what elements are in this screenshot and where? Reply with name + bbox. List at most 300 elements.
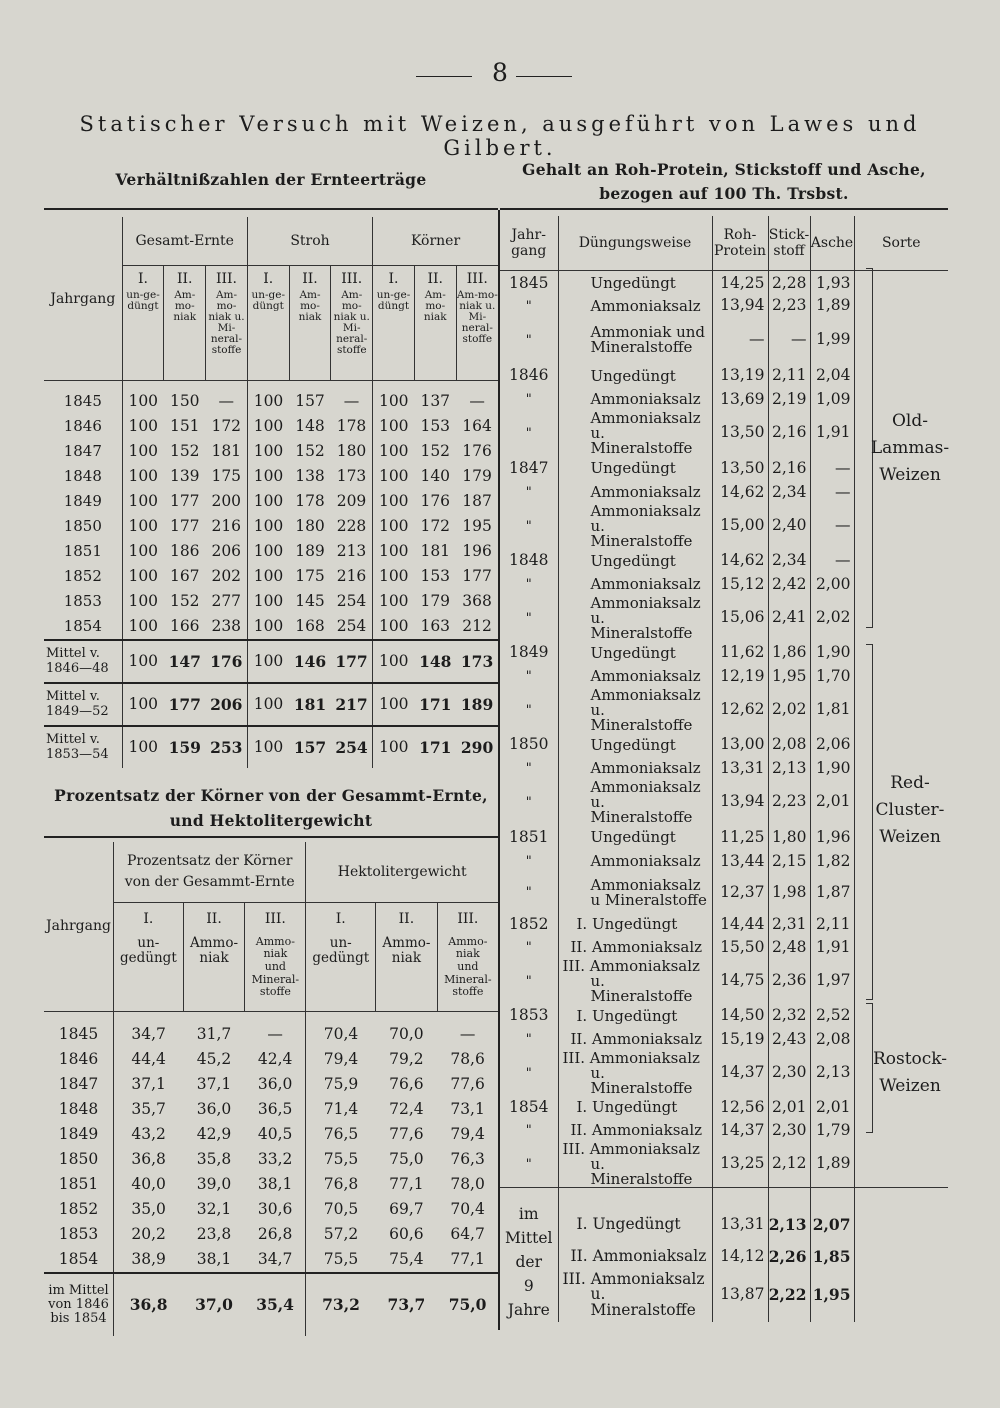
- year-cell: ": [500, 1120, 558, 1142]
- value-cell: 75,4: [389, 1249, 424, 1268]
- value-cell: 70,4: [450, 1199, 485, 1218]
- table-row: [500, 688, 948, 733]
- table-row: [44, 489, 498, 514]
- year-cell: ": [500, 666, 558, 688]
- sub-header-0-1: [164, 266, 206, 381]
- fertilizer-line: u. Mineralstoffe: [590, 971, 693, 1005]
- value-cell: 60,6: [389, 1224, 424, 1243]
- fertilizer-line: II. Ammoniaksalz: [570, 1030, 703, 1048]
- mean-label-line: von 1846: [48, 1296, 109, 1312]
- value-cell: 35,7: [131, 1099, 166, 1118]
- value-cell: 254: [331, 589, 373, 614]
- mean-label-line: 9: [523, 1276, 534, 1295]
- year-cell: 1849: [44, 489, 122, 514]
- value-cell: 187: [462, 491, 492, 510]
- mean-label-cell: [44, 726, 122, 768]
- sub-header-desc: Am-mo-niak u. Mi-neral-stoffe: [456, 289, 498, 346]
- nitrogen-cell: 2,19: [768, 389, 810, 411]
- protein-cell: 14,12: [712, 1244, 768, 1269]
- ash-cell: —: [810, 456, 854, 482]
- nitrogen-cell: —: [768, 317, 810, 364]
- header-asche: Asche: [810, 216, 854, 271]
- table-row: [44, 614, 498, 640]
- sub-header-roman: I.: [263, 271, 274, 287]
- fertilizer-line: III. Ammoniaksalz: [562, 1048, 700, 1067]
- ash-cell: 1,90: [810, 641, 854, 666]
- value-cell: 166: [169, 616, 200, 635]
- fertilizer-cell: [558, 956, 712, 1005]
- mean-value-cell: 100: [247, 683, 289, 726]
- table-row: [500, 1120, 948, 1142]
- fertilizer-line: Ammoniaksalz: [590, 852, 701, 870]
- fertilizer-line: II. Ammoniaksalz: [570, 938, 703, 956]
- ash-cell: 1,91: [810, 411, 854, 456]
- fertilizer-line: u. Mineralstoffe: [590, 700, 693, 734]
- mean-value-cell: 100: [247, 640, 289, 683]
- sub-header-desc: un-gedüngt: [120, 934, 177, 967]
- fertilizer-cell: [558, 1187, 712, 1244]
- protein-cell: 14,62: [712, 482, 768, 504]
- sub-header-2-2: [456, 266, 498, 381]
- sub-header-desc: Am-mo-niak: [298, 289, 322, 324]
- nitrogen-cell: 2,26: [768, 1244, 810, 1269]
- year-cell: ": [500, 688, 558, 733]
- value-cell: 216: [206, 514, 248, 539]
- value-cell: 179: [462, 466, 492, 485]
- sub-header-desc: Am-mo-niak: [173, 289, 197, 324]
- fertilizer-cell: [558, 666, 712, 688]
- table-row: [44, 1222, 498, 1247]
- sub-header-roman: I.: [143, 911, 154, 927]
- protein-cell: 11,62: [712, 641, 768, 666]
- fertilizer-cell: [558, 1004, 712, 1029]
- mean-value-cell: 73,2: [306, 1273, 376, 1336]
- value-cell: 100: [253, 566, 284, 585]
- table2-title-line2: und Hektolitergewicht: [169, 810, 373, 830]
- mean-value-cell: 147: [164, 640, 206, 683]
- ash-cell: 1,09: [810, 389, 854, 411]
- year-cell: ": [500, 758, 558, 780]
- table-row: [500, 364, 948, 389]
- protein-cell: 13,31: [712, 758, 768, 780]
- fertilizer-cell: [558, 851, 712, 873]
- value-cell: 177: [169, 516, 200, 535]
- nitrogen-cell: 2,16: [768, 456, 810, 482]
- value-cell: 212: [462, 616, 492, 635]
- value-cell: 175: [295, 566, 325, 585]
- value-cell: 100: [253, 466, 284, 485]
- value-cell: 164: [462, 416, 492, 435]
- nitrogen-cell: 2,23: [768, 780, 810, 825]
- value-cell: 40,0: [131, 1174, 166, 1193]
- table-row: [44, 1072, 498, 1097]
- ash-cell: 1,82: [810, 851, 854, 873]
- value-cell: 26,8: [245, 1222, 306, 1247]
- value-cell: 100: [253, 416, 284, 435]
- sorte-label-line: Rostock-: [872, 1049, 948, 1069]
- table-row: [44, 1197, 498, 1222]
- protein-cell: 15,50: [712, 937, 768, 959]
- value-cell: —: [331, 381, 373, 415]
- fertilizer-line: u. Mineralstoffe: [590, 1154, 693, 1188]
- fertilizer-line: Ungedüngt: [590, 643, 676, 662]
- value-cell: 100: [378, 566, 409, 585]
- value-cell: 209: [331, 489, 373, 514]
- sorte-label-line: Weizen: [879, 1076, 941, 1097]
- fertilizer-line: III. Ammoniaksalz: [562, 1139, 700, 1158]
- value-cell: 150: [169, 391, 200, 410]
- protein-cell: 13,50: [712, 456, 768, 482]
- table-row: [500, 1142, 948, 1188]
- ash-cell: 1,95: [810, 1269, 854, 1322]
- ash-cell: —: [810, 549, 854, 574]
- sub-header-0-2: [206, 266, 248, 381]
- value-cell: 202: [206, 564, 248, 589]
- value-cell: 172: [206, 414, 248, 439]
- protein-cell: 15,12: [712, 574, 768, 596]
- fertilizer-cell: [558, 317, 712, 364]
- value-cell: 77,1: [389, 1174, 424, 1193]
- year-cell: 1852: [44, 564, 122, 589]
- protein-cell: 12,19: [712, 666, 768, 688]
- header-duengung: Düngungsweise: [558, 216, 712, 271]
- mean-value-cell: 100: [122, 726, 164, 768]
- value-cell: 70,4: [323, 1024, 359, 1043]
- fertilizer-cell: [558, 296, 712, 317]
- group-header-2: Körner: [373, 217, 498, 266]
- nitrogen-cell: 2,02: [768, 688, 810, 733]
- protein-cell: 15,06: [712, 596, 768, 641]
- table-row: [500, 317, 948, 364]
- nitrogen-cell: 2,11: [768, 364, 810, 389]
- fertilizer-line: u. Mineralstoffe: [590, 516, 693, 550]
- value-cell: 100: [128, 391, 159, 410]
- value-cell: 100: [378, 616, 409, 635]
- nitrogen-cell: 2,30: [768, 1051, 810, 1096]
- year-cell: 1847: [44, 1072, 114, 1097]
- value-cell: 200: [206, 489, 248, 514]
- value-cell: 152: [169, 441, 200, 460]
- table-row: [44, 464, 498, 489]
- protein-cell: 13,87: [712, 1269, 768, 1322]
- value-cell: 100: [378, 516, 409, 535]
- sub-header-0-0: [122, 266, 164, 381]
- value-cell: 77,1: [450, 1249, 485, 1268]
- sub-header-roman: II.: [176, 271, 193, 287]
- sorte-label-line: Cluster-: [875, 800, 945, 821]
- value-cell: 100: [253, 491, 284, 510]
- year-cell: ": [500, 780, 558, 825]
- mean-label-line: im: [518, 1204, 539, 1223]
- value-cell: 172: [420, 516, 451, 535]
- sorte-cell: [854, 1142, 948, 1188]
- value-cell: 100: [378, 441, 409, 460]
- value-cell: 100: [253, 616, 284, 635]
- mean-value-cell: 36,8: [114, 1273, 184, 1336]
- fertilizer-cell: [558, 825, 712, 851]
- year-cell: 1853: [500, 1004, 558, 1029]
- fertilizer-line: Ammoniaksalz: [590, 777, 701, 796]
- fertilizer-line: Ammoniaksalz: [590, 408, 701, 427]
- mean-label-cell: [500, 1187, 558, 1322]
- value-cell: 196: [462, 541, 492, 560]
- nitrogen-cell: 2,01: [768, 1096, 810, 1120]
- year-cell: ": [500, 389, 558, 411]
- fertilizer-cell: [558, 456, 712, 482]
- value-cell: 45,2: [196, 1049, 232, 1068]
- fertilizer-line: II. Ammoniaksalz: [570, 1121, 703, 1139]
- value-cell: 78,6: [450, 1049, 485, 1068]
- value-cell: 71,4: [323, 1099, 359, 1118]
- table2-top-rule: [44, 836, 498, 838]
- value-cell: 72,4: [389, 1099, 424, 1118]
- value-cell: 140: [420, 466, 451, 485]
- sub-header-desc: Am-mo-niak: [423, 289, 447, 324]
- table-row: [500, 959, 948, 1004]
- table-row: [44, 1122, 498, 1147]
- value-cell: 137: [420, 391, 451, 410]
- value-cell: 178: [295, 491, 325, 510]
- header-sorte: Sorte: [854, 216, 948, 271]
- page-number-rule-right: [516, 76, 572, 77]
- sub-header-roman: I.: [138, 271, 148, 287]
- value-cell: 23,8: [196, 1224, 232, 1243]
- value-cell: 70,5: [323, 1199, 359, 1218]
- table-row: [500, 271, 948, 296]
- year-cell: 1848: [44, 1097, 114, 1122]
- table-row: [500, 504, 948, 549]
- value-cell: 100: [128, 416, 159, 435]
- sub-header-roman: III.: [264, 911, 286, 927]
- ash-cell: 1,97: [810, 959, 854, 1004]
- fertilizer-line: u Mineralstoffe: [590, 890, 707, 909]
- year-cell: 1847: [44, 439, 122, 464]
- mean-row: [500, 1187, 948, 1244]
- value-cell: 64,7: [450, 1224, 485, 1243]
- year-cell: 1853: [44, 589, 122, 614]
- value-cell: 100: [378, 466, 409, 485]
- sub-header-1-2: [437, 903, 498, 1012]
- fertilizer-cell: [558, 408, 712, 457]
- sub-header-desc: Ammo-niak: [382, 934, 431, 967]
- mean-label-cell: [44, 683, 122, 726]
- mean-value-cell: 73,7: [376, 1273, 438, 1336]
- year-cell: 1848: [44, 464, 122, 489]
- mean-label-line1: Mittel v.: [46, 731, 100, 747]
- value-cell: 100: [253, 391, 284, 410]
- fertilizer-line: Ammoniaksalz: [590, 667, 701, 685]
- ash-cell: 1,89: [810, 296, 854, 317]
- value-cell: 100: [253, 516, 284, 535]
- mean-value-cell: 181: [289, 683, 331, 726]
- nitrogen-cell: 2,15: [768, 851, 810, 873]
- ash-cell: 2,00: [810, 574, 854, 596]
- ash-cell: 2,01: [810, 780, 854, 825]
- value-cell: 38,1: [245, 1172, 306, 1197]
- nitrogen-cell: 2,22: [768, 1269, 810, 1322]
- sorte-label: [870, 1046, 950, 1100]
- year-cell: 1846: [500, 364, 558, 389]
- table-row: [500, 733, 948, 758]
- nitrogen-cell: 2,08: [768, 733, 810, 758]
- value-cell: 100: [378, 391, 409, 410]
- mean-value-cell: 100: [373, 640, 415, 683]
- value-cell: 145: [295, 591, 325, 610]
- value-cell: —: [469, 391, 485, 410]
- value-cell: 254: [331, 614, 373, 640]
- sub-header-roman: II.: [398, 911, 415, 927]
- mean-label-line2: 1849—52: [46, 703, 109, 719]
- table-row: [500, 666, 948, 688]
- mean-label-cell: [44, 1273, 114, 1336]
- fertilizer-line: II. Ammoniaksalz: [570, 1246, 707, 1265]
- value-cell: 75,9: [323, 1074, 359, 1093]
- fertilizer-line: Ammoniaksalz: [590, 483, 701, 501]
- year-cell: ": [500, 851, 558, 873]
- protein-cell: 13,31: [712, 1187, 768, 1244]
- year-cell: 1846: [44, 414, 122, 439]
- protein-cell: 15,00: [712, 504, 768, 549]
- nitrogen-cell: 1,80: [768, 825, 810, 851]
- ash-cell: 1,90: [810, 758, 854, 780]
- value-cell: 151: [169, 416, 200, 435]
- value-cell: 75,5: [323, 1149, 359, 1168]
- value-cell: 20,2: [131, 1224, 166, 1243]
- table-row: [500, 937, 948, 959]
- fertilizer-cell: [558, 1139, 712, 1188]
- fertilizer-cell: [558, 389, 712, 411]
- protein-cell: 14,50: [712, 1004, 768, 1029]
- table-row: [44, 381, 498, 415]
- value-cell: 76,8: [323, 1174, 359, 1193]
- mean-value-cell: 177: [164, 683, 206, 726]
- yield-ratio-table: [44, 217, 498, 768]
- fertilizer-cell: [558, 937, 712, 959]
- value-cell: 78,0: [450, 1174, 485, 1193]
- table-row: [44, 1247, 498, 1273]
- value-cell: 100: [128, 466, 159, 485]
- value-cell: 38,9: [131, 1249, 166, 1268]
- mean-value-cell: 37,0: [183, 1273, 245, 1336]
- header-group-row: [44, 842, 498, 903]
- value-cell: 180: [295, 516, 325, 535]
- value-cell: 186: [169, 541, 200, 560]
- value-cell: 100: [253, 441, 284, 460]
- value-cell: 176: [420, 491, 451, 510]
- value-cell: 148: [295, 416, 325, 435]
- value-cell: 368: [462, 591, 492, 610]
- nitrogen-cell: 2,34: [768, 549, 810, 574]
- sub-header-roman: I.: [388, 271, 399, 287]
- table-row: [500, 873, 948, 913]
- fertilizer-cell: [558, 777, 712, 826]
- fertilizer-line: Ungedüngt: [590, 828, 676, 846]
- value-cell: 42,9: [196, 1124, 232, 1143]
- fertilizer-cell: [558, 913, 712, 937]
- protein-cell: 12,37: [712, 873, 768, 913]
- fertilizer-cell: [558, 758, 712, 780]
- fertilizer-line: u. Mineralstoffe: [590, 1285, 696, 1319]
- year-cell: 1853: [44, 1222, 114, 1247]
- value-cell: 152: [169, 591, 200, 610]
- table3-top-rule: [500, 208, 948, 210]
- fertilizer-line: u. Mineralstoffe: [590, 1063, 693, 1097]
- sub-header-roman: III.: [341, 271, 363, 287]
- sub-header-1-0: [306, 903, 376, 1012]
- sorte-cell: [854, 1187, 948, 1244]
- value-cell: 37,1: [131, 1074, 166, 1093]
- value-cell: 100: [128, 441, 159, 460]
- table-row: [500, 851, 948, 873]
- value-cell: 38,1: [196, 1249, 232, 1268]
- value-cell: 76,6: [389, 1074, 424, 1093]
- sub-header-1-0: [247, 266, 289, 381]
- ash-cell: 1,91: [810, 937, 854, 959]
- sub-header-desc: Ammo-niak: [190, 934, 239, 967]
- value-cell: 100: [378, 591, 409, 610]
- nitrogen-cell: 2,28: [768, 271, 810, 296]
- mean-value-cell: 176: [206, 640, 248, 683]
- table-row: [44, 1012, 498, 1048]
- table2-title: [44, 784, 498, 834]
- fertilizer-cell: [558, 482, 712, 504]
- header-year: Jahr-gang: [500, 216, 558, 271]
- value-cell: 34,7: [245, 1247, 306, 1273]
- year-cell: ": [500, 504, 558, 549]
- table-row: [44, 414, 498, 439]
- ash-cell: 2,07: [810, 1187, 854, 1244]
- nitrogen-cell: 2,32: [768, 1004, 810, 1029]
- value-cell: 36,8: [131, 1149, 166, 1168]
- fertilizer-line: Ammoniaksalz: [590, 685, 701, 704]
- value-cell: 75,0: [389, 1149, 424, 1168]
- nitrogen-cell: 2,23: [768, 296, 810, 317]
- ash-cell: 1,87: [810, 873, 854, 913]
- mean-label-line2: 1846—48: [46, 660, 109, 676]
- year-cell: 1845: [500, 271, 558, 296]
- ash-cell: 1,93: [810, 271, 854, 296]
- value-cell: 100: [253, 541, 284, 560]
- group-header-1: Stroh: [247, 217, 372, 266]
- fertilizer-line: Ammoniaksalz: [590, 501, 701, 520]
- mean-value-cell: 100: [122, 683, 164, 726]
- nitrogen-cell: 1,95: [768, 666, 810, 688]
- fertilizer-line: Ungedüngt: [590, 551, 676, 570]
- protein-cell: 14,37: [712, 1120, 768, 1142]
- sub-header-roman: II.: [427, 271, 443, 287]
- value-cell: 168: [295, 616, 325, 635]
- protein-cell: 13,69: [712, 389, 768, 411]
- fertilizer-line: III. Ammoniaksalz: [562, 1269, 705, 1288]
- header-protein: Roh-Protein: [712, 216, 768, 271]
- fertilizer-cell: [558, 1269, 712, 1322]
- year-column-header: Jahrgang: [44, 842, 114, 1012]
- nitrogen-cell: 2,30: [768, 1120, 810, 1142]
- ash-cell: 2,02: [810, 596, 854, 641]
- year-cell: ": [500, 296, 558, 317]
- ash-cell: 1,89: [810, 1142, 854, 1188]
- mean-value-cell: 171: [414, 683, 456, 726]
- value-cell: 36,5: [245, 1097, 306, 1122]
- ash-cell: 2,11: [810, 913, 854, 937]
- sub-header-roman: II.: [206, 911, 222, 927]
- fertilizer-cell: [558, 501, 712, 550]
- protein-cell: —: [712, 317, 768, 364]
- mean-value-cell: 173: [456, 640, 498, 683]
- value-cell: 157: [295, 391, 325, 410]
- mean-label-line1: Mittel v.: [46, 688, 100, 704]
- mean-value-cell: 100: [373, 726, 415, 768]
